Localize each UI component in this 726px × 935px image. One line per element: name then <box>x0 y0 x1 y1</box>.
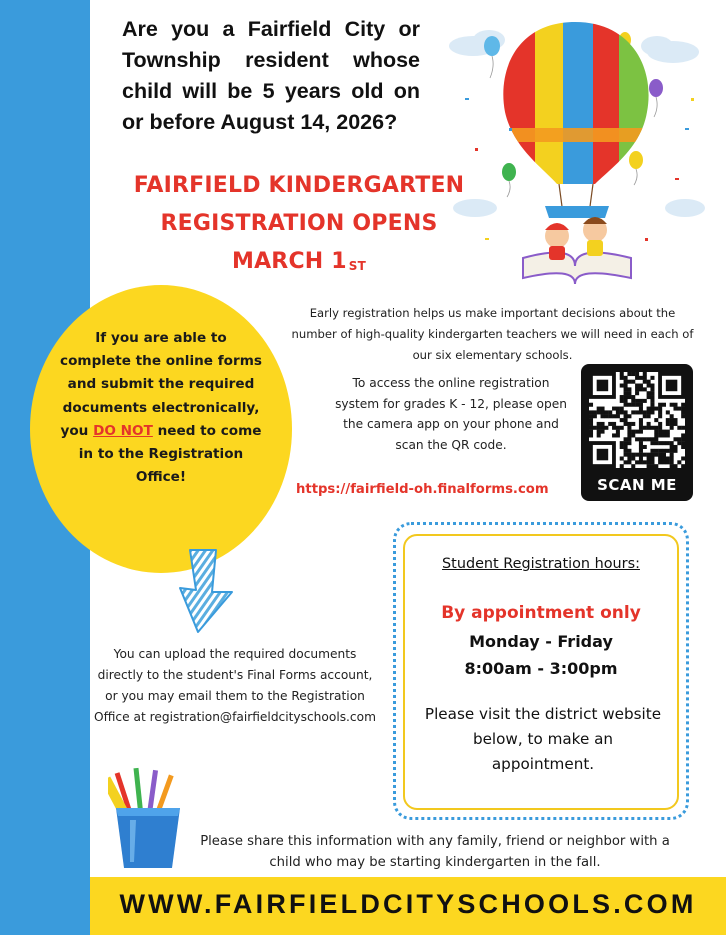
qr-code-icon <box>589 372 685 468</box>
access-instructions: To access the online registration system for grades K - 12, please open the camera app on your phone and scan the QR code. <box>335 376 567 452</box>
online-forms-notice-end: need to come in to the Registration Office! <box>78 422 262 486</box>
finalforms-link[interactable]: https://fairfield-oh.finalforms.com <box>296 482 549 497</box>
district-website[interactable]: WWW.FAIRFIELDCITYSCHOOLS.COM <box>119 889 697 919</box>
hours-title: Student Registration hours: <box>442 556 640 572</box>
registration-hours-box <box>403 534 679 810</box>
striped-arrow-icon <box>176 548 240 634</box>
hours-visit-note: Please visit the district website below, to make an appointment. <box>424 705 662 773</box>
website-footer-band <box>90 877 726 935</box>
headline-line-1: FAIRFIELD KINDERGARTEN <box>133 173 465 198</box>
share-message: Please share this information with any family, friend or neighbor with a child who may be starting kindergarten in the fall. <box>200 834 670 870</box>
headline-line-2: REGISTRATION OPENS <box>160 211 438 236</box>
hot-air-balloon-icon <box>445 8 705 293</box>
intro-question: Are you a Fairfield City or Township resident whose child will be 5 years old on or before August 14, 2026? <box>122 17 420 134</box>
online-forms-notice-start: If you are able to complete the online forms and submit the required documents electronically, you <box>60 330 262 439</box>
headline-date: MARCH 1 <box>231 249 347 274</box>
do-not-emphasis: DO NOT <box>93 422 153 439</box>
online-forms-notice <box>58 327 264 489</box>
hours-time: 8:00am - 3:00pm <box>464 659 618 678</box>
hours-days: Monday - Friday <box>469 632 613 651</box>
upload-instructions: You can upload the required documents directly to the student's Final Forms account, or you may email them to the Registration Office at registration@fairfieldcityschools.com <box>94 647 376 724</box>
pencil-cup-icon <box>108 766 188 872</box>
by-appointment-text: By appointment only <box>441 603 641 623</box>
early-registration-note: Early registration helps us make important decisions about the number of high-quality kindergarten teachers we will need in each of our six elementary schools. <box>291 306 694 362</box>
qr-code-card[interactable] <box>581 364 693 501</box>
headline-date-suffix: ST <box>348 259 367 273</box>
scan-me-label: SCAN ME <box>597 476 677 494</box>
qr-code-area <box>589 372 685 468</box>
